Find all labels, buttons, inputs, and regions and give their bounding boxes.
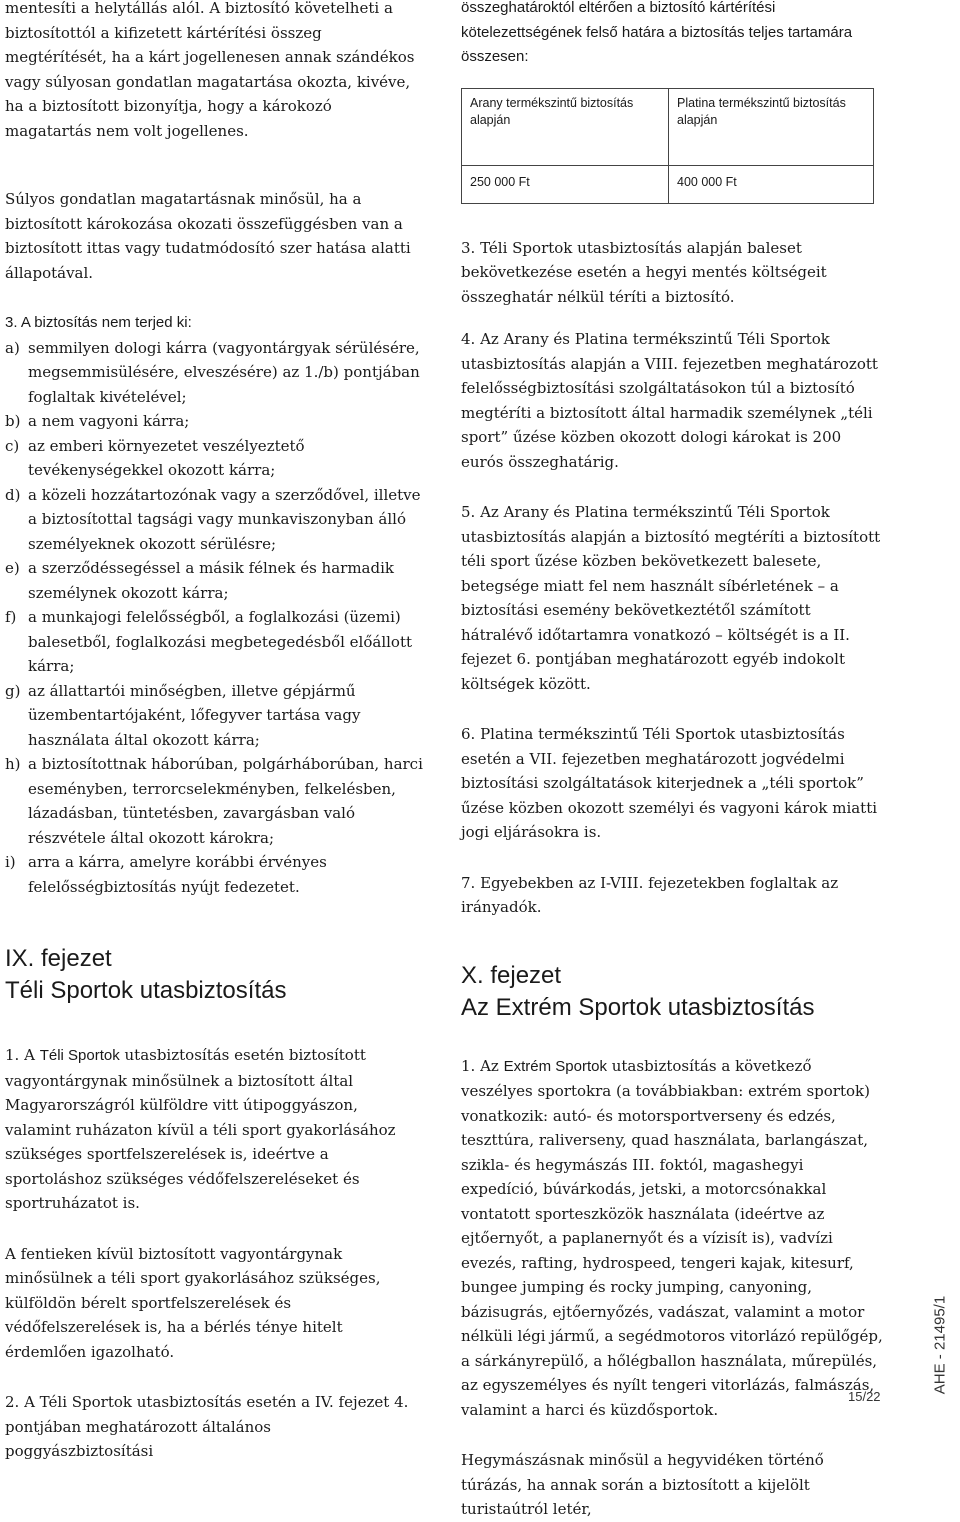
list-item: b) a nem vagyoni kárra; xyxy=(5,412,190,430)
list-item: h) a biztosítottnak háborúban, polgárháborúban, harci eseményben, terrorcselekményben, felkelésben, lázadásban, tüntetésben, zavargásban való részvétele által okozott károkra; xyxy=(5,755,423,847)
product-name: Extrém Sportok xyxy=(503,1057,607,1075)
chapter-title: Az Extrém Sportok utasbiztosítás xyxy=(461,993,815,1021)
ix-paragraph-4: 4. Az Arany és Platina termékszintű Téli Sportok utasbiztosítás alapján a VIII. fejezetben meghatározott felelősségbiztosítási szolgáltatásokon túl a biztosító megtéríti a biztosított által harmadik személynek „téli sport” űzése közben okozott dologi károkat is 200 eurós összeghatárig. xyxy=(461,330,878,471)
list-item: i) arra a kárra, amelyre korábbi érvényes felelősségbiztosítás nyújt fedezetet. xyxy=(5,853,327,896)
left-column xyxy=(5,0,423,1464)
table-cell: 400 000 Ft xyxy=(669,165,874,203)
exclusions-list xyxy=(5,336,423,900)
table-header-cell: Arany termékszintű biztosítás alapján xyxy=(462,88,669,165)
intro-paragraph: mentesíti a helytállás alól. A biztosító követelheti a biztosítottól a kifizetett kártérítési összeg megtérítését, ha a kárt jogellenesen annak szándékos vagy súlyosan gondatlan magatartása okozta, kivéve, ha a biztosított bizonyítja, hogy a károkozó magatartás nem volt jogellenes. xyxy=(5,0,415,140)
ix-paragraph-1b: A fentieken kívül biztosított vagyontárgynak minősülnek a téli sport gyakorlásához szükséges, külföldön bérelt sportfelszerelések és védőfelszerelések is, ha a bérlés ténye hitelt érdemlően igazolható. xyxy=(5,1244,381,1361)
ix-paragraph-5: 5. Az Arany és Platina termékszintű Téli Sportok utasbiztosítás alapján a biztosító megtéríti a biztosított téli sport űzése közben bekövetkezett balesete, betegsége miatt fel nem használt síbérletének – a biztosítási esemény bekövetkeztétől számított hátralévő időtartamra vonatkozó – költségét is a II. fejezet 6. pontjában meghatározott egyéb indokolt költségek között. xyxy=(461,503,881,693)
ix-paragraph-2: 2. A Téli Sportok utasbiztosítás esetén a IV. fejezet 4. pontjában meghatározott általános poggyászbiztosítási xyxy=(5,1393,409,1460)
x-paragraph-1: 1. Az Extrém Sportok utasbiztosítás a következő veszélyes sportokra (a továbbiakban: extrém sportok) vonatkozik: autó- és motorsportverseny és edzés, teszttúra, raliverseny, quad használata, barlangászat, szikla- és hegymászás III. foktól, magashegyi expedíció, búvárkodás, jetski, a motorcsónakkal vontatott sporteszközök használata (ideértve az ejtőernyőt, a paplanernyőt és a vízisít is), vadvízi evezés, rafting, hydrospeed, tengeri kajak, kitesurf, bungee jumping és rocky jumping, canyoning, bázisugrás, ejtőernyőzés, vadászat, valamint a motor nélküli légi jármű, a segédmotoros vitorlázó repülőgép, a sárkányrepülő, a hőlégballon használata, műrepülés, az egyszemélyes és nyílt tengeri vitorlázás, falmászás, valamint a harci és küzdősportok. xyxy=(461,1056,883,1419)
table-row xyxy=(462,165,874,203)
gross-negligence-paragraph: Súlyos gondatlan magatartásnak minősül, ha a biztosított károkozása okozati összefüggésben van a biztosított ittas vagy tudatmódosító szer hatása alatti állapotával. xyxy=(5,190,411,282)
exclusions-heading: 3. A biztosítás nem terjed ki: xyxy=(5,314,192,331)
list-item: f) a munkajogi felelősségből, a foglalkozási (üzemi) balesetből, foglalkozási megbetegedésből előállott kárra; xyxy=(5,608,413,675)
list-item: d) a közeli hozzátartozónak vagy a szerződővel, illetve a biztosítottal tagsági vagy munkaviszonyban álló személyeknek okozott sérülésre; xyxy=(5,485,421,553)
chapter-title: Téli Sportok utasbiztosítás xyxy=(5,977,287,1004)
page-number: 15/22 xyxy=(848,1389,881,1404)
ix-paragraph-6: 6. Platina termékszintű Téli Sportok utasbiztosítás esetén a VII. fejezetben meghatározott jogvédelmi biztosítási szolgáltatások kiterjednek a „téli sportok” űzése közben okozott személyi és vagyoni károk miatti jogi eljárásokra is. xyxy=(461,725,878,841)
ix-paragraph-7: 7. Egyebekben az I-VIII. fejezetekben foglaltak az irányadók. xyxy=(461,873,839,916)
list-item: a) semmilyen dologi kárra (vagyontárgyak sérülésére, megsemmisülésére, elveszésére) az 1./b) pontjában foglaltak kivételével; xyxy=(5,338,420,406)
right-column xyxy=(461,0,883,1522)
ix-paragraph-3: 3. Téli Sportok utasbiztosítás alapján baleset bekövetkezése esetén a hegyi mentés költségeit összeghatár nélkül téríti a biztosító. xyxy=(461,238,827,306)
coverage-limits-table xyxy=(461,88,874,204)
continuation-paragraph: összeghatároktól eltérően a biztosító kártérítési kötelezettségének felső határa a biztosítás teljes tartamára összesen: xyxy=(461,0,853,65)
table-header-cell: Platina termékszintű biztosítás alapján xyxy=(669,88,874,165)
list-item: c) az emberi környezetet veszélyeztető tevékenységekkel okozott kárra; xyxy=(5,436,305,479)
product-name: Téli Sportok xyxy=(39,1047,120,1064)
table-cell: 250 000 Ft xyxy=(462,165,669,203)
chapter-number: IX. fejezet xyxy=(5,945,112,972)
chapter-ix-heading xyxy=(5,943,423,1007)
chapter-number: X. fejezet xyxy=(461,961,562,989)
table-row xyxy=(462,88,874,165)
ix-paragraph-1: 1. A Téli Sportok utasbiztosítás esetén biztosított vagyontárgynak minősülnek a biztosított által Magyarországról külföldre vitt útipoggyászon, valamint ruházaton kívül a téli sport gyakorlásához szükséges sportfelszerelések is, ideértve a sportoláshoz szükséges védőfelszereléseket és sportruházatot is. xyxy=(5,1046,396,1212)
chapter-x-heading xyxy=(461,960,883,1024)
list-item: e) a szerződéssegéssel a másik félnek és harmadik személynek okozott kárra; xyxy=(5,559,394,602)
x-paragraph-2: Hegymászásnak minősül a hegyvidéken történő túrázás, ha annak során a biztosított a kijelölt turistaútról letér, xyxy=(461,1451,824,1518)
form-code: AHE - 21495/1 xyxy=(931,1295,949,1395)
list-item: g) az állattartói minőségben, illetve gépjármű üzembentartójaként, lőfegyver tartása vagy használata által okozott kárra; xyxy=(5,681,361,749)
